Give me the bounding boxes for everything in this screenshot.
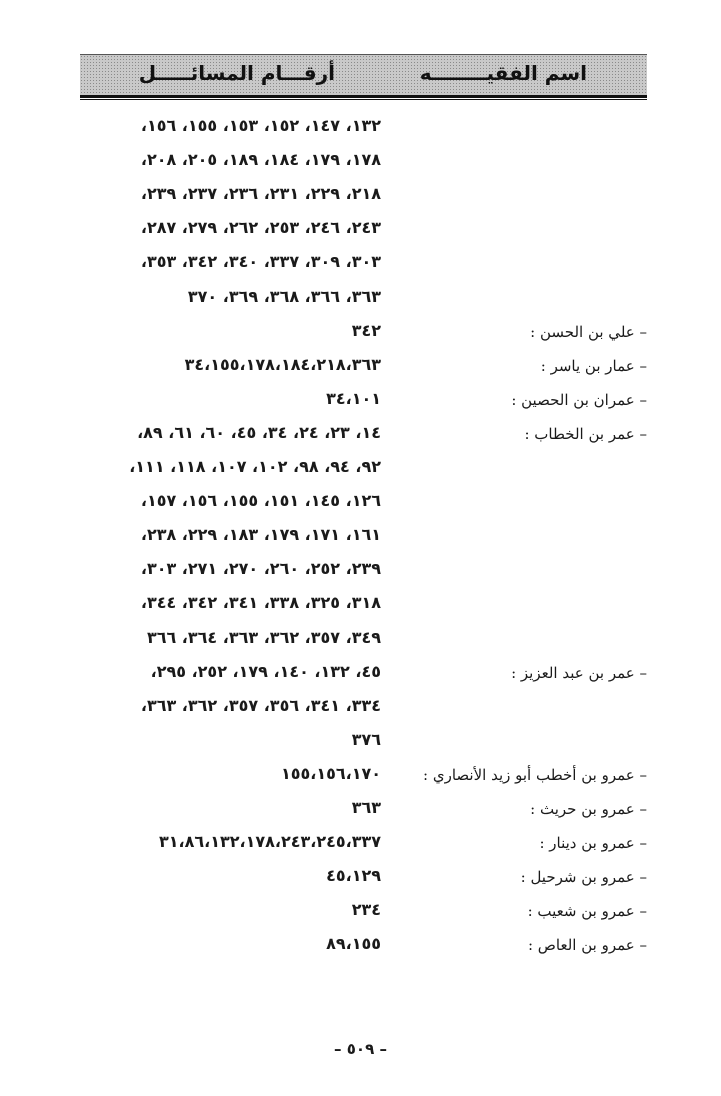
jurist-name: – عمرو بن العاص : xyxy=(527,936,647,954)
issue-numbers: ٢١٨، ٢٢٩، ٢٣١، ٢٣٦، ٢٣٧، ٢٣٩، xyxy=(140,184,381,203)
index-row xyxy=(0,662,721,696)
index-row xyxy=(0,150,721,184)
jurist-name: – عمرو بن دينار : xyxy=(539,834,647,852)
index-row xyxy=(0,116,721,150)
jurist-name: – عمرو بن حريث : xyxy=(530,800,647,818)
issue-numbers: ٢٤٣، ٢٤٦، ٢٥٣، ٢٦٢، ٢٧٩، ٢٨٧، xyxy=(140,218,381,237)
issue-numbers: ٣١،٨٦،١٣٢،١٧٨،٢٤٣،٢٤٥،٣٣٧ xyxy=(158,832,381,851)
issue-numbers: ٣٧٦ xyxy=(351,730,381,749)
issue-numbers: ٣٦٣، ٣٦٦، ٣٦٨، ٣٦٩، ٣٧٠ xyxy=(187,287,381,306)
index-row xyxy=(0,900,721,934)
jurist-name: – عمرو بن شرحيل : xyxy=(520,868,647,886)
index-row xyxy=(0,321,721,355)
index-row xyxy=(0,798,721,832)
issue-numbers: ٤٥،١٢٩ xyxy=(326,866,381,885)
index-row xyxy=(0,491,721,525)
issue-numbers: ٣٦٣ xyxy=(351,798,381,817)
index-row xyxy=(0,355,721,389)
jurist-name: – عمرو بن شعيب : xyxy=(527,902,647,920)
header-issue-numbers: أرقـــام المسائـــــل xyxy=(138,61,335,85)
jurist-name: – عمر بن الخطاب : xyxy=(524,425,647,443)
issue-numbers: ٨٩،١٥٥ xyxy=(326,934,381,953)
issue-numbers: ٣٤،١٠١ xyxy=(326,389,381,408)
header-thick-rule xyxy=(80,95,647,98)
issue-numbers: ٣٤٩، ٣٥٧، ٣٦٢، ٣٦٣، ٣٦٤، ٣٦٦ xyxy=(146,628,381,647)
page-number: – ٥٠٩ – xyxy=(334,1040,387,1058)
issue-numbers: ١٧٨، ١٧٩، ١٨٤، ١٨٩، ٢٠٥، ٢٠٨، xyxy=(140,150,381,169)
index-row xyxy=(0,457,721,491)
issue-numbers: ١٣٢، ١٤٧، ١٥٢، ١٥٣، ١٥٥، ١٥٦، xyxy=(140,116,381,135)
header-thin-rule xyxy=(80,99,647,100)
jurist-name: – عمار بن ياسر : xyxy=(540,357,647,375)
issue-numbers: ٢٣٤ xyxy=(351,900,381,919)
jurist-name: – عمر بن عبد العزيز : xyxy=(511,664,647,682)
issue-numbers: ٣٤،١٥٥،١٧٨،١٨٤،٢١٨،٣٦٣ xyxy=(184,355,381,374)
index-row xyxy=(0,287,721,321)
index-row xyxy=(0,593,721,627)
index-row xyxy=(0,389,721,423)
issue-numbers: ٣٤٢ xyxy=(351,321,381,340)
jurist-name: – عمرو بن أخطب أبو زيد الأنصاري : xyxy=(423,766,647,784)
index-row xyxy=(0,866,721,900)
issue-numbers: ١٥٥،١٥٦،١٧٠ xyxy=(280,764,381,783)
index-row xyxy=(0,559,721,593)
index-row xyxy=(0,628,721,662)
issue-numbers: ١٢٦، ١٤٥، ١٥١، ١٥٥، ١٥٦، ١٥٧، xyxy=(140,491,381,510)
index-row xyxy=(0,423,721,457)
issue-numbers: ٣٠٣، ٣٠٩، ٣٣٧، ٣٤٠، ٣٤٢، ٣٥٣، xyxy=(140,252,381,271)
jurist-name: – عمران بن الحصين : xyxy=(511,391,647,409)
index-row xyxy=(0,218,721,252)
index-row xyxy=(0,696,721,730)
index-row xyxy=(0,252,721,286)
issue-numbers: ٣١٨، ٣٢٥، ٣٣٨، ٣٤١، ٣٤٢، ٣٤٤، xyxy=(140,593,381,612)
issue-numbers: ٣٣٤، ٣٤١، ٣٥٦، ٣٥٧، ٣٦٢، ٣٦٣، xyxy=(140,696,381,715)
issue-numbers: ٢٣٩، ٢٥٢، ٢٦٠، ٢٧٠، ٢٧١، ٣٠٣، xyxy=(140,559,381,578)
index-row xyxy=(0,525,721,559)
index-row xyxy=(0,832,721,866)
issue-numbers: ٩٢، ٩٤، ٩٨، ١٠٢، ١٠٧، ١١٨، ١١١، xyxy=(129,457,381,476)
index-row xyxy=(0,764,721,798)
header-jurist-name: اسم الفقيــــــــه xyxy=(419,61,587,85)
index-row xyxy=(0,934,721,968)
table-header xyxy=(80,54,647,95)
index-row xyxy=(0,184,721,218)
issue-numbers: ٤٥، ١٣٢، ١٤٠، ١٧٩، ٢٥٢، ٢٩٥، xyxy=(150,662,381,681)
issue-numbers: ١٤، ٢٣، ٢٤، ٣٤، ٤٥، ٦٠، ٦١، ٨٩، xyxy=(137,423,381,442)
jurist-name: – علي بن الحسن : xyxy=(530,323,647,341)
issue-numbers: ١٦١، ١٧١، ١٧٩، ١٨٣، ٢٢٩، ٢٣٨، xyxy=(140,525,381,544)
index-row xyxy=(0,730,721,764)
